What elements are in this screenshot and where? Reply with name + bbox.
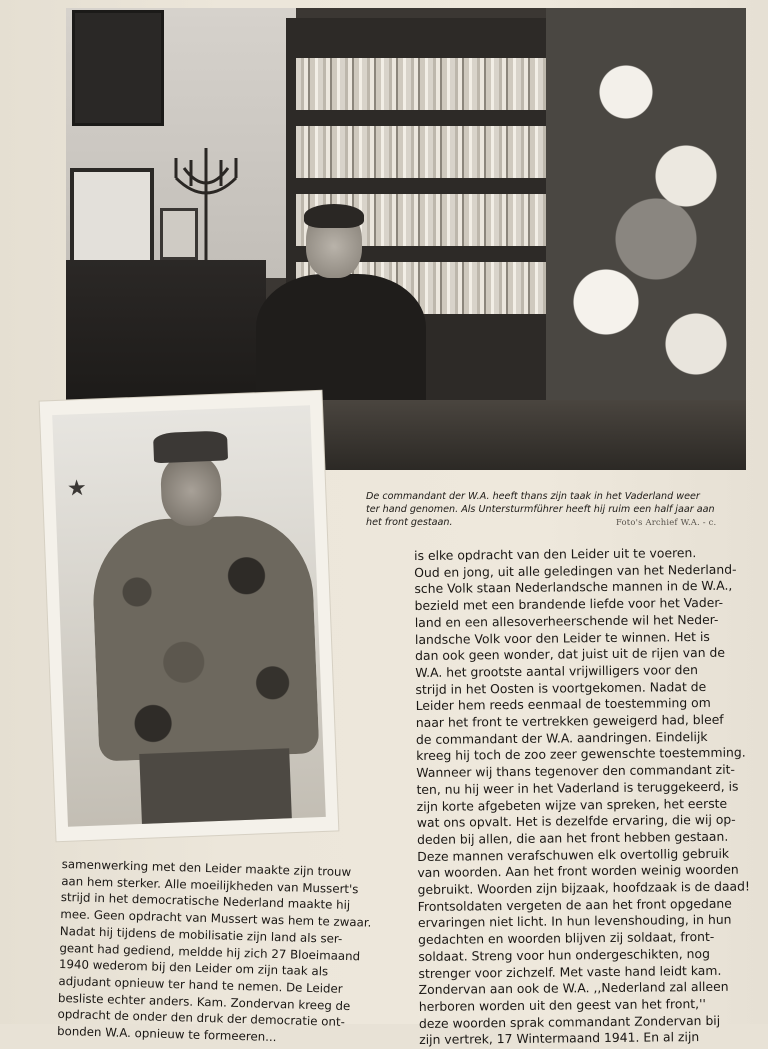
wall-frame: [70, 168, 154, 266]
text-line: besliste echter anders. Kam. Zondervan kreeg de: [57, 990, 351, 1013]
officer-hair: [304, 204, 364, 228]
photo-credit: Foto's Archief W.A. - c.: [616, 517, 717, 527]
text-line: strenger voor zichzelf. Met vaste hand leidt kam.: [418, 962, 722, 981]
text-line: W.A. het grootste aantal vrijwilligers voor den: [415, 661, 699, 680]
piano: [66, 260, 266, 400]
text-line: 1940 wederom bij den Leider om zijn taak als: [58, 957, 329, 979]
caption-line: ter hand genomen. Als Untersturmführer heeft hij ruim een half jaar aan: [366, 504, 715, 515]
text-line: Wanneer wij thans tegenover den commandant zit-: [416, 761, 736, 781]
text-line: bezield met een brandende liefde voor het Vader-: [414, 594, 724, 614]
text-line: soldaat. Streng voor hun ondergeschikten, nog: [418, 945, 710, 964]
text-line: Deze mannen verafschuwen elk overtollig gebruik: [417, 845, 730, 864]
shelf-row: [296, 58, 576, 110]
caption-line: De commandant der W.A. heeft thans zijn taak in het Vaderland weer: [366, 491, 700, 502]
text-line: sche Volk staan Nederlandsche mannen in de W.A.,: [414, 578, 733, 597]
text-line: bonden W.A. opnieuw te formeeren...: [56, 1023, 277, 1045]
text-line: zijn korte afgebeten wijze van spreken, het eerste: [416, 795, 728, 814]
article-column-left: [57, 856, 382, 1049]
text-line: opdracht de onder den druk der democratie ont-: [57, 1007, 346, 1030]
soldier-figure: [87, 427, 322, 826]
star-icon: ★: [66, 475, 88, 502]
text-line: landsche Volk voor den Leider te winnen. Het is: [414, 628, 710, 647]
text-line: zijn vertrek, 17 Wintermaand 1941. En al zijn: [419, 1029, 700, 1048]
photo-soldier-in-camouflage: [40, 391, 339, 842]
text-line: mee. Geen opdracht van Mussert was hem te zwaar.: [60, 907, 372, 930]
text-line: is elke opdracht van den Leider uit te voeren.: [414, 545, 697, 563]
text-line: adjudant opnieuw ter hand te nemen. De Leider: [58, 973, 343, 996]
soldier-face: [160, 455, 223, 527]
article-column-right: [414, 544, 757, 1049]
text-line: deden bij allen, die aan het front hebben gestaan.: [416, 828, 729, 847]
text-line: Oud en jong, uit alle geledingen van het Nederland-: [414, 561, 737, 580]
text-line: land en een allesoverheerschende wil het Neder-: [414, 611, 719, 630]
text-line: wat ons opvalt. Het is dezelfde ervaring, die wij op-: [416, 811, 736, 831]
seated-officer: [256, 208, 426, 408]
text-line: geant had gediend, meldde hij zich 27 Bloeimaand: [59, 940, 361, 963]
text-line: Zondervan aan ook de W.A. ,,Nederland zal alleen: [418, 979, 729, 998]
text-line: aan hem sterker. Alle moeilijkheden van Mussert's: [61, 873, 359, 896]
text-line: gebruikt. Woorden zijn bijzaak, hoofdzaak is de daad!: [417, 878, 751, 898]
text-line: Nadat hij tijdens de mobilisatie zijn land als ser-: [59, 923, 343, 946]
text-line: dan ook geen wonder, dat juist uit de rijen van de: [415, 644, 726, 664]
soldier-cap: [153, 430, 228, 463]
candelabra-icon: [166, 138, 246, 268]
camouflage-smock: [90, 513, 319, 761]
text-line: herboren worden uit den geest van het front,'': [418, 995, 706, 1014]
text-line: deze woorden sprak commandant Zondervan bij: [418, 1012, 721, 1031]
shelf-row: [296, 126, 576, 178]
officer-uniform: [256, 274, 426, 408]
text-line: gedachten en woorden blijven zij soldaat, front-: [418, 929, 715, 948]
text-line: Leider hem reeds eenmaal de toestemming om: [415, 695, 711, 714]
flower-bouquet: [546, 8, 746, 428]
text-line: kreeg hij toch de zoo zeer gewenschte toestemming.: [416, 744, 746, 764]
text-line: ten, nu hij weer in het Vaderland is teruggekeerd, is: [416, 778, 739, 797]
text-line: strijd in het Oosten is voortgekomen. Nadat de: [415, 678, 707, 697]
text-line: strijd in het democratische Nederland maakte hij: [60, 890, 351, 913]
text-line: van woorden. Aan het front worden weinig woorden: [417, 861, 739, 881]
inset-image: [52, 405, 326, 827]
text-line: naar het front te vertrekken geweigerd had, bleef: [415, 711, 724, 731]
wall-portrait: [72, 10, 164, 126]
text-line: samenwerking met den Leider maakte zijn trouw: [61, 856, 352, 880]
caption-line: het front gestaan.: [366, 517, 453, 528]
soldier-legs: [139, 748, 292, 827]
text-line: ervaringen niet licht. In hun levenshouding, in hun: [417, 912, 732, 931]
text-line: Frontsoldaten vergeten de aan het front opgedane: [417, 895, 732, 914]
text-line: de commandant der W.A. aandringen. Eindelijk: [415, 728, 708, 747]
